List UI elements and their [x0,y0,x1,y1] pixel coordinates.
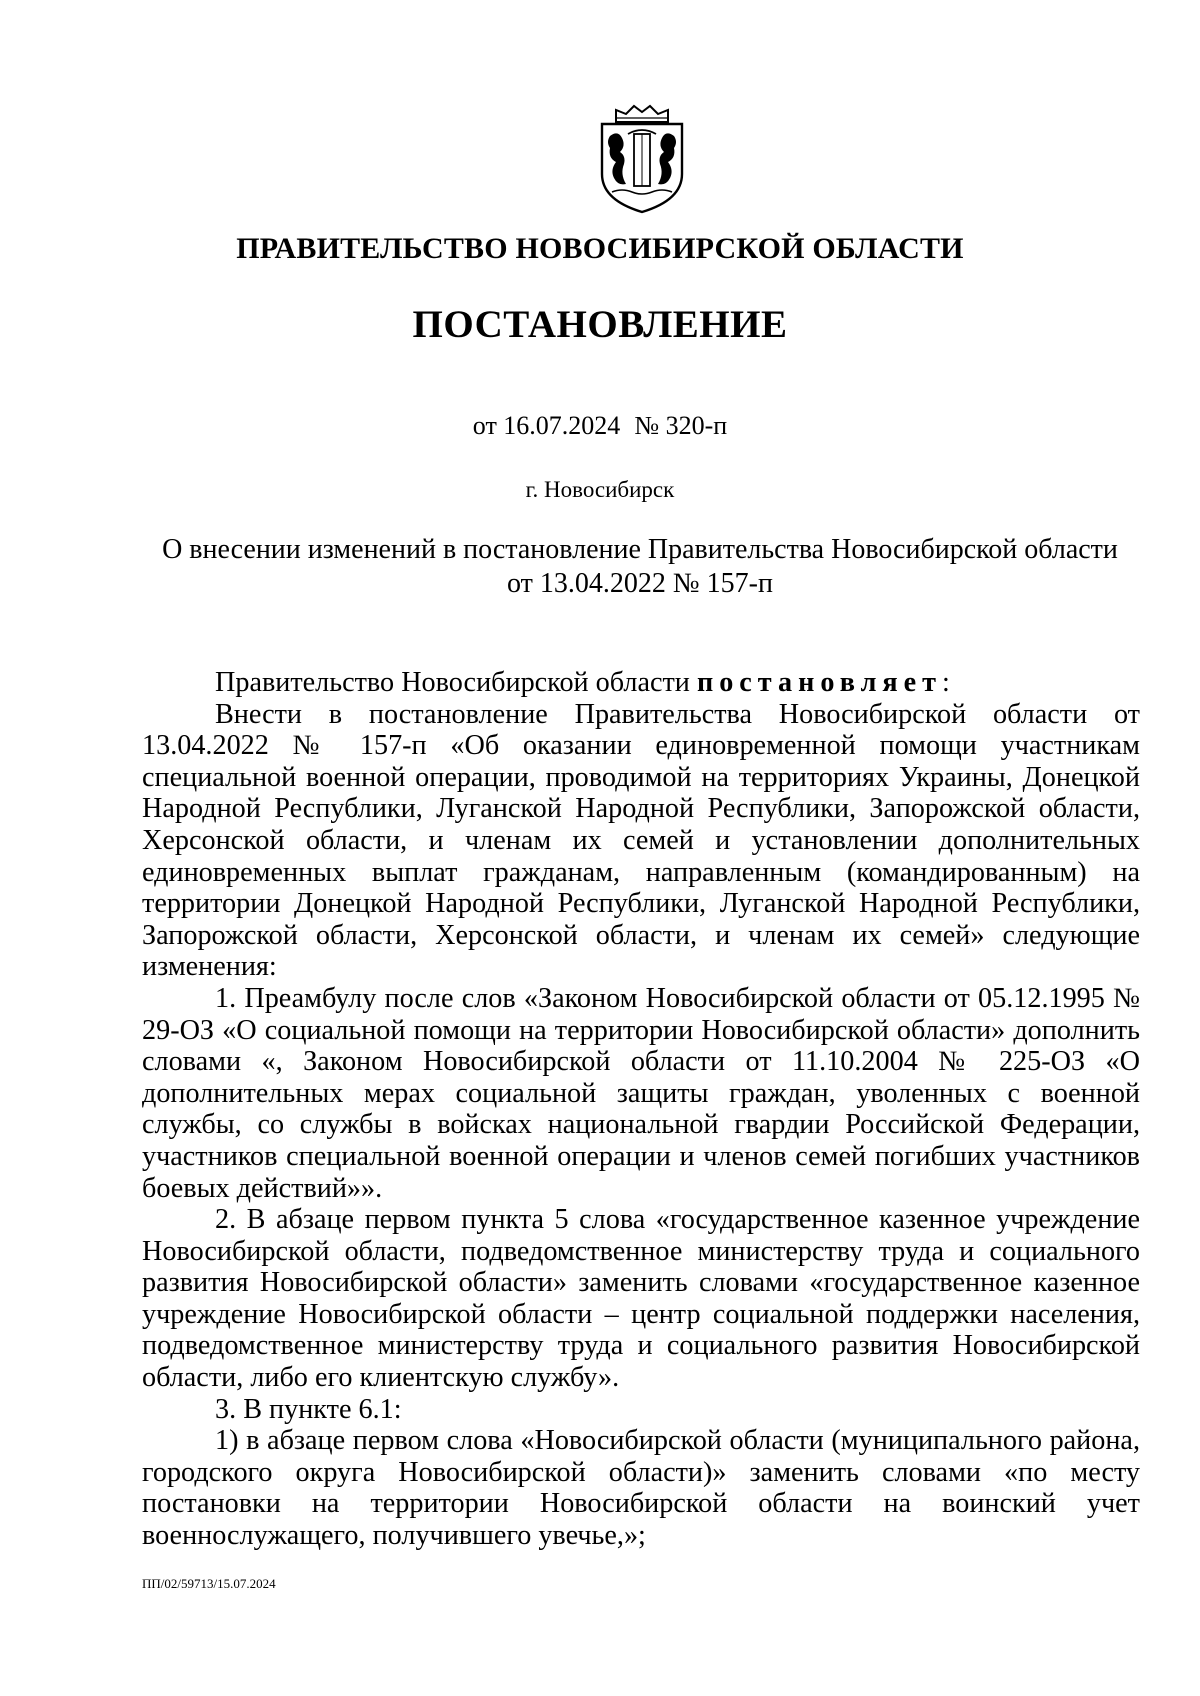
document-type-title: ПОСТАНОВЛЕНИЕ [412,303,788,346]
item-2-paragraph: 2. В абзаце первом пункта 5 слова «государственное казенное учреждение Новосибирской области, подведомственное министерству труда и социального развития Новосибирской области» заменить словами «государственное казенное учреждение Новосибирской области – центр социальной поддержки населения, подведомственное министерству труда и социального развития Новосибирской области, либо его клиентскую службу». [142,1204,1140,1394]
intro-prefix: Правительство Новосибирской области [215,667,690,698]
footer-code: ПП/02/59713/15.07.2024 [142,1576,276,1591]
document-subject [140,533,1140,601]
main-paragraph: Внести в постановление Правительства Новосибирской области от 13.04.2022 № 157-п «Об оказании единовременной помощи участникам специальной военной операции, проводимой на территориях Украины, Донецкой Народной Республики, Луганской Народной Республики, Запорожской области, Херсонской области, и членам их семей и установлении дополнительных единовременных выплат гражданам, направленным (командированным) на территории Донецкой Народной Республики, Луганской Народной Республики, Запорожской области, Херсонской области, и членам их семей» следующие изменения: [142,698,1140,983]
intro-paragraph [142,667,1140,699]
subject-line-1: О внесении изменений в постановление Правительства Новосибирской области [162,534,1118,565]
intro-verb: постановляет [696,667,942,698]
item-3-paragraph: 3. В пункте 6.1: [215,1393,402,1425]
item-1-paragraph: 1. Преамбулу после слов «Законом Новосибирской области от 05.12.1995 № 29-ОЗ «О социальной помощи на территории Новосибирской области» дополнить словами «, Законом Новосибирской области от 11.10.2004 № 225-ОЗ «О дополнительных мерах социальной защиты граждан, уволенных с военной службы, со службы в войсках национальной гвардии Российской Федерации, участников специальной военной операции и членов семей погибших участников боевых действий»». [142,982,1140,1204]
document-body [142,667,1140,1552]
document-date: от 16.07.2024 [472,411,621,440]
coat-of-arms-icon [596,104,688,214]
date-number-line [0,411,1200,441]
intro-suffix: : [942,667,950,698]
subject-line-2: от 13.04.2022 № 157-п [507,568,773,599]
document-number: № 320-п [634,411,728,440]
organization-title: ПРАВИТЕЛЬСТВО НОВОСИБИРСКОЙ ОБЛАСТИ [236,232,964,265]
city-line: г. Новосибирск [525,477,675,502]
item-3-1-paragraph: 1) в абзаце первом слова «Новосибирской области (муниципального района, городского округа Новосибирской области)» заменить словами «по месту постановки на территории Новосибирской области на воинский учет военнослужащего, получившего увечье,»; [142,1425,1140,1552]
